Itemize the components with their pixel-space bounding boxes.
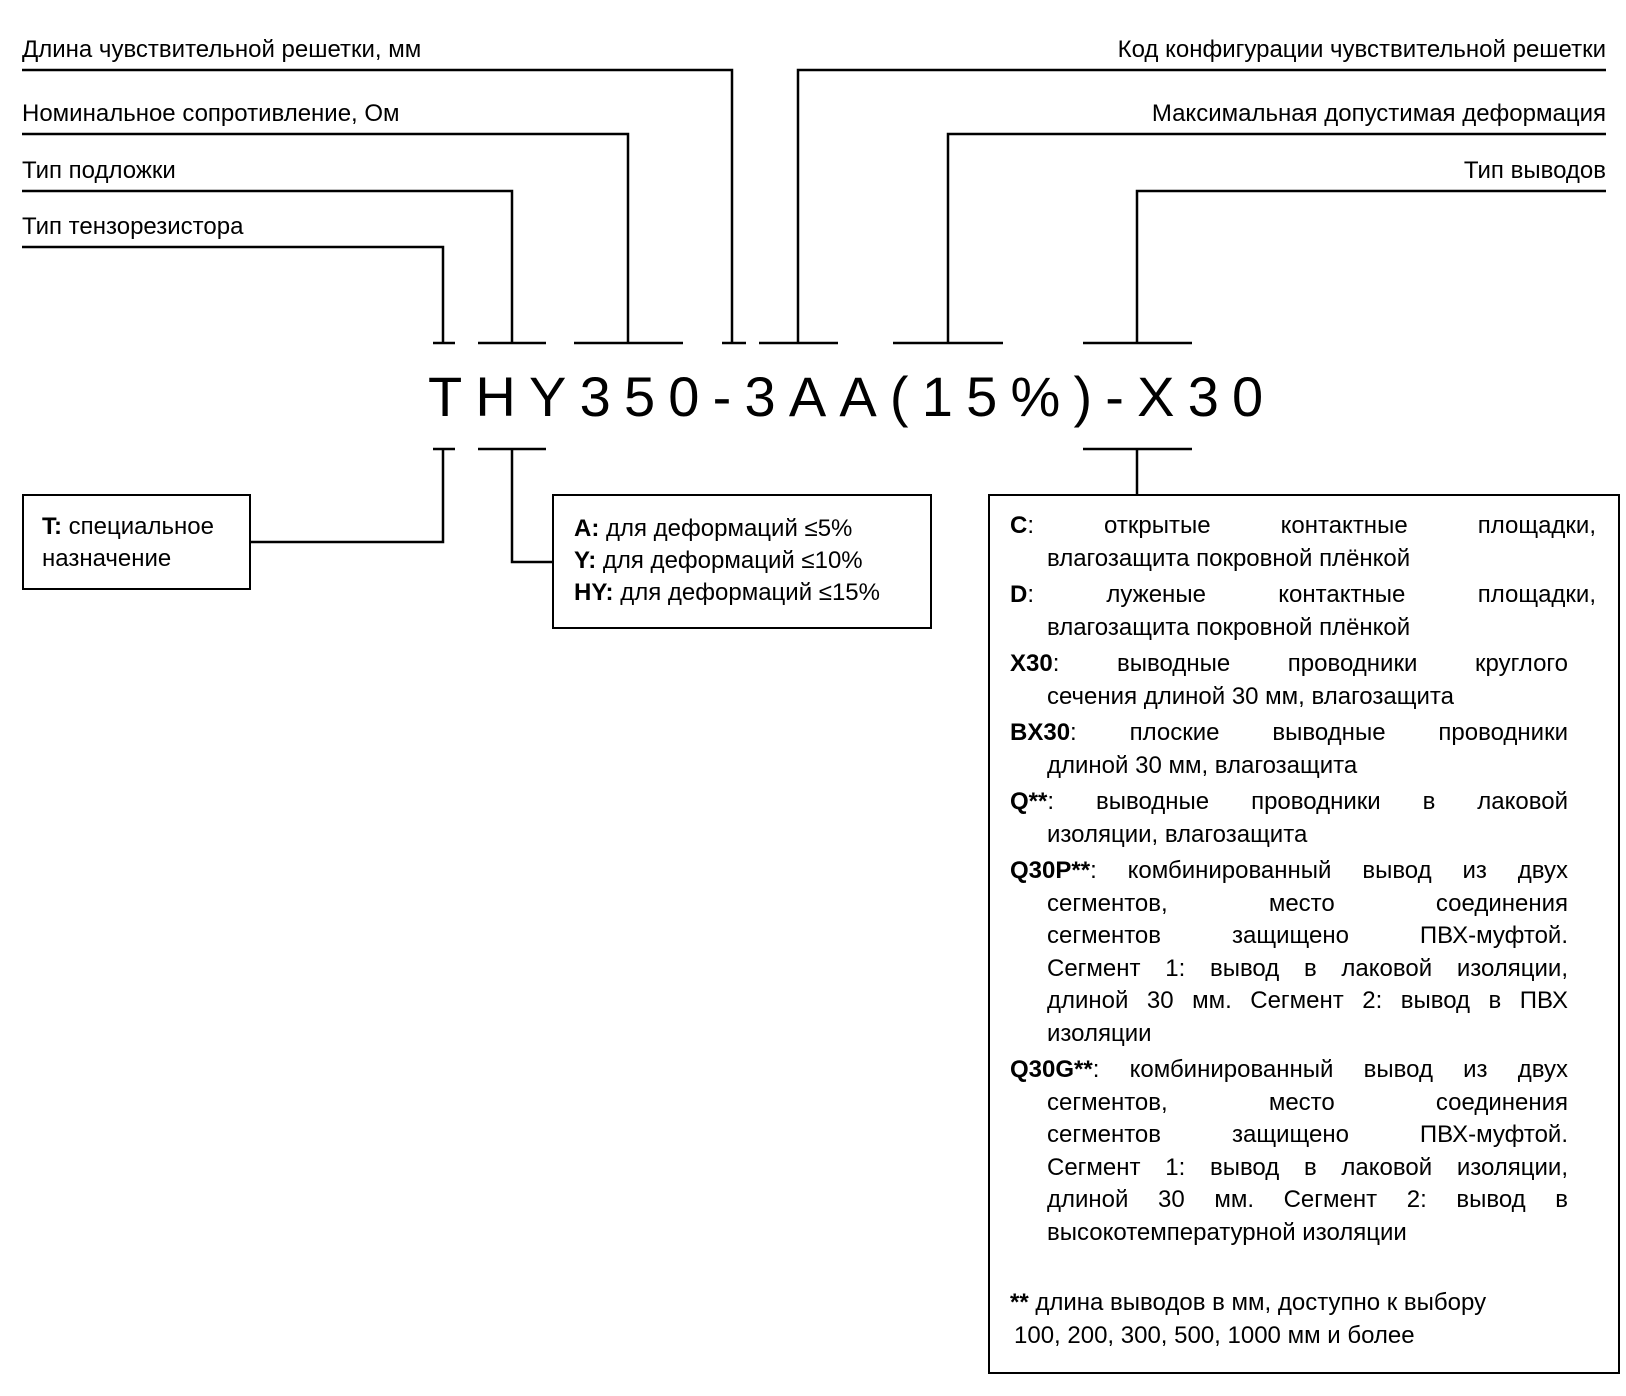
lead-entry-line bbox=[1010, 579, 1596, 612]
label-gauge-type: Тип тензорезистора bbox=[22, 213, 244, 240]
lead-entry-line: длиной 30 мм, влагозащита bbox=[1047, 751, 1358, 779]
lead-key: D bbox=[1010, 581, 1028, 608]
lead-entry-c bbox=[1010, 510, 1596, 575]
lead-entry-line: сегментов защищено ПВХ-муфтой. bbox=[1047, 1121, 1568, 1148]
lead-entry-line: сегментов защищено ПВХ-муфтой. bbox=[1047, 922, 1568, 949]
label-lead-type: Тип выводов bbox=[1463, 157, 1606, 184]
lead-entry-line bbox=[1010, 855, 1568, 888]
lead-entry-line: сегментов, место соединения bbox=[1047, 889, 1568, 917]
lead-text: : луженые контактные площадки, bbox=[1027, 581, 1596, 608]
note-key: ** bbox=[1010, 1289, 1029, 1316]
substrate-item-a bbox=[574, 513, 930, 545]
lead-key: Q** bbox=[1010, 788, 1048, 815]
substrate-item-y bbox=[574, 545, 930, 577]
lead-text: : выводные проводники в лаковой bbox=[1047, 788, 1568, 815]
substrate-key-y: Y: bbox=[574, 547, 597, 574]
lead-entry-line: изоляции, влагозащита bbox=[1047, 820, 1308, 848]
substrate-text-y: для деформаций ≤10% bbox=[596, 547, 863, 574]
lead-key: C bbox=[1010, 512, 1028, 539]
label-grid-config-code: Код конфигурации чувствительной решетки bbox=[1117, 36, 1606, 63]
lead-entry-line bbox=[1010, 717, 1568, 750]
lead-key: BX30 bbox=[1010, 719, 1071, 746]
lead-entry-line: высокотемпературной изоляции bbox=[1047, 1218, 1407, 1246]
substrate-key-a: A: bbox=[574, 515, 600, 542]
leader-lead-type bbox=[1137, 191, 1606, 343]
connector-gauge-type-box bbox=[250, 449, 443, 542]
note-text-2: 100, 200, 300, 500, 1000 мм и более bbox=[1014, 1322, 1415, 1349]
substrate-box bbox=[552, 494, 932, 629]
lead-entry-line: длиной 30 мм. Сегмент 2: вывод в ПВХ bbox=[1047, 987, 1568, 1014]
lead-entry-line: влагозащита покровной плёнкой bbox=[1047, 613, 1411, 641]
lead-entry-q30p bbox=[1010, 855, 1596, 1050]
lead-entry-line: Сегмент 1: вывод в лаковой изоляции, bbox=[1047, 1153, 1568, 1181]
gauge-type-text-2: назначение bbox=[42, 545, 172, 572]
lead-text: : комбинированный вывод из двух bbox=[1090, 857, 1568, 884]
lead-entry-line: влагозащита покровной плёнкой bbox=[1047, 544, 1411, 572]
gauge-type-box bbox=[22, 494, 251, 590]
lead-length-note bbox=[1010, 1286, 1596, 1352]
lead-entry-line: сечения длиной 30 мм, влагозащита bbox=[1047, 682, 1454, 710]
lead-types-box bbox=[988, 494, 1620, 1374]
lead-entry-line bbox=[1010, 786, 1568, 819]
lead-key: Q30P** bbox=[1010, 857, 1091, 884]
lead-entry-d bbox=[1010, 579, 1596, 644]
label-nominal-resistance: Номинальное сопротивление, Ом bbox=[22, 100, 400, 127]
lead-text: : плоские выводные проводники bbox=[1070, 719, 1568, 746]
lead-key: Q30G** bbox=[1010, 1056, 1093, 1083]
connector-substrate-box bbox=[512, 449, 552, 562]
gauge-type-text-1: специальное bbox=[62, 513, 214, 540]
lead-entry-line bbox=[1010, 648, 1568, 681]
product-code: THY350-3AA(15%)-X30 bbox=[428, 365, 1277, 428]
note-line-1 bbox=[1010, 1286, 1596, 1319]
leader-gauge-type bbox=[22, 247, 443, 343]
lead-entry-x30 bbox=[1010, 648, 1596, 713]
lead-key: X30 bbox=[1010, 650, 1053, 677]
label-max-strain: Максимальная допустимая деформация bbox=[1151, 100, 1606, 127]
substrate-key-hy: HY: bbox=[574, 579, 614, 606]
lead-entry-line: Сегмент 1: вывод в лаковой изоляции, bbox=[1047, 954, 1568, 982]
lead-text: : открытые контактные площадки, bbox=[1027, 512, 1596, 539]
lead-entry-q bbox=[1010, 786, 1596, 851]
lead-entry-q30g bbox=[1010, 1054, 1596, 1249]
note-text-1: длина выводов в мм, доступно к выбору bbox=[1028, 1289, 1487, 1316]
substrate-text-hy: для деформаций ≤15% bbox=[613, 579, 880, 606]
lead-entry-line: изоляции bbox=[1047, 1019, 1152, 1047]
lead-text: : выводные проводники круглого bbox=[1052, 650, 1568, 677]
lead-entry-bx30 bbox=[1010, 717, 1596, 782]
substrate-item-hy bbox=[574, 577, 930, 609]
substrate-text-a: для деформаций ≤5% bbox=[599, 515, 853, 542]
lead-text: : комбинированный вывод из двух bbox=[1092, 1056, 1568, 1083]
gauge-type-key: T: bbox=[42, 513, 62, 540]
gauge-type-line-1 bbox=[42, 511, 249, 543]
lead-entry-line bbox=[1010, 510, 1596, 543]
lead-entry-line bbox=[1010, 1054, 1568, 1087]
label-grid-length: Длина чувствительной решетки, мм bbox=[22, 36, 422, 63]
lead-entry-line: сегментов, место соединения bbox=[1047, 1088, 1568, 1116]
lead-entry-line: длиной 30 мм. Сегмент 2: вывод в bbox=[1047, 1186, 1568, 1213]
label-substrate-type: Тип подложки bbox=[22, 157, 176, 184]
